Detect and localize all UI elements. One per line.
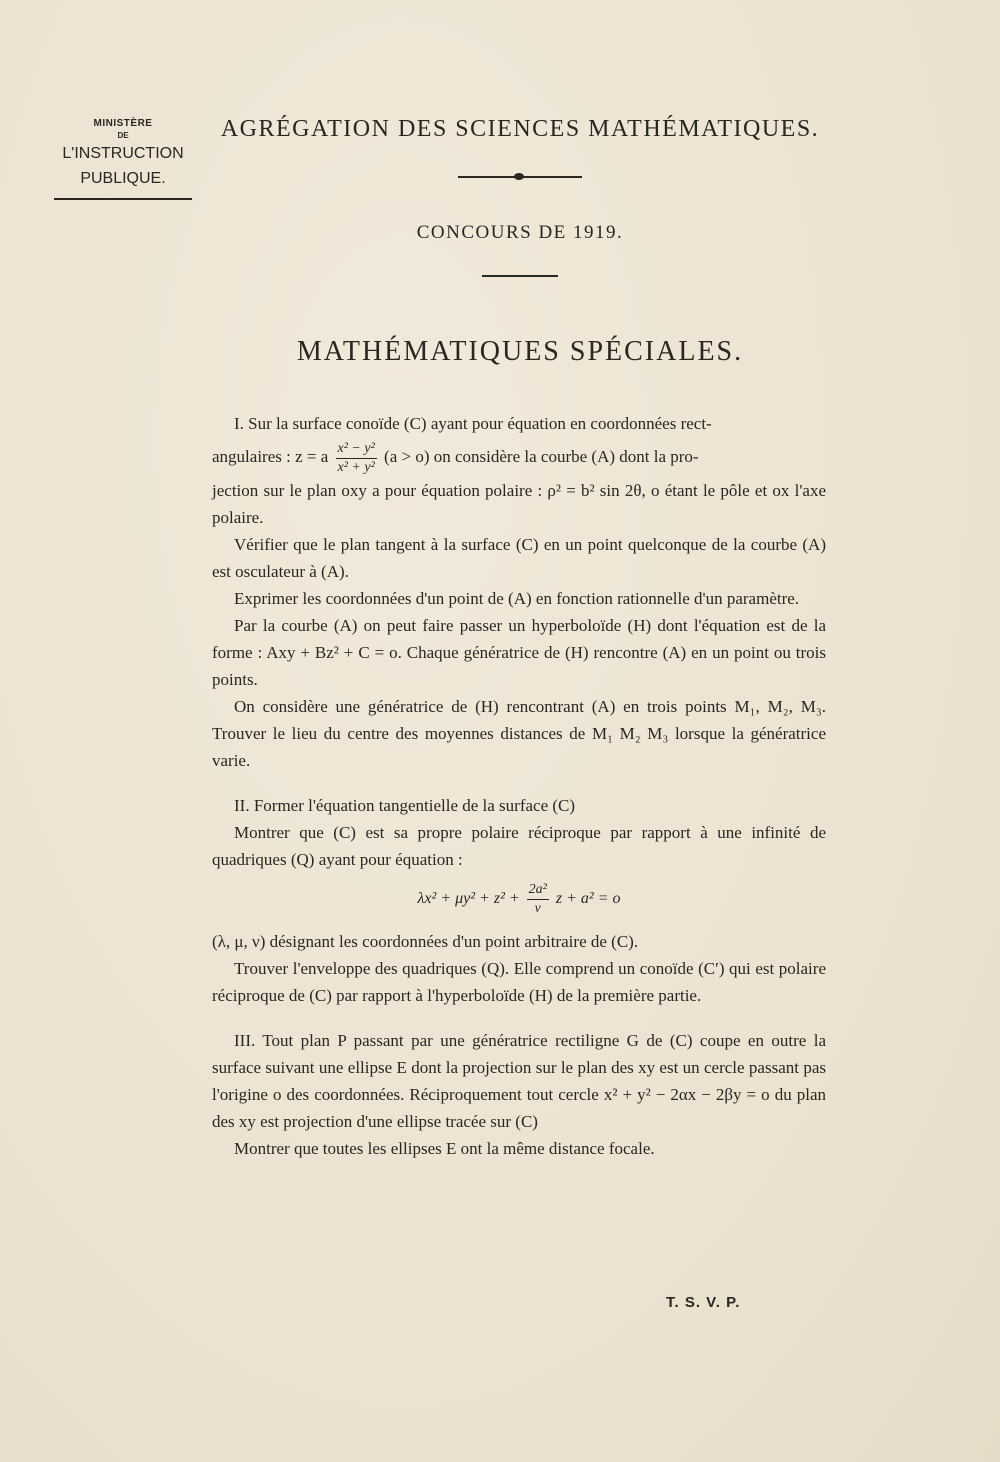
- ministry-rule: [54, 198, 192, 200]
- equation-suffix: z + a² = o: [555, 890, 621, 908]
- subject-title: MATHÉMATIQUES SPÉCIALES.: [296, 336, 744, 367]
- part1-line-a: I. Sur la surface conoïde (C) ayant pour équation en coordonnées rect-: [234, 414, 712, 433]
- fraction-numerator: x² − y²: [336, 440, 377, 459]
- equation-fraction: [527, 881, 549, 918]
- part3-para-2: Montrer que toutes les ellipses E ont la même distance focale.: [234, 1139, 655, 1158]
- part3-para-1: III. Tout plan P passant par une génératrice rectiligne G de (C) coupe en outre la surface suivant une ellipse E dont la projection sur le plan des xy est un cercle passant pas l'origine o des coordonnées. Réciproquement tout cercle x² + y² − 2αx − 2βy = o du plan des xy est projection d'une ellipse tracée sur (C): [212, 1031, 826, 1131]
- part2-para-2: Montrer que (C) est sa propre polaire réciproque par rapport à une infinité de quadriques (Q) ayant pour équation :: [212, 823, 826, 869]
- ministry-block: [48, 118, 198, 200]
- part2-para-3: (λ, μ, ν) désignant les coordonnées d'un point arbitraire de (C).: [212, 932, 639, 951]
- fraction-denominator: x² + y²: [337, 459, 375, 475]
- part2-para-4: Trouver l'enveloppe des quadriques (Q). Elle comprend un conoïde (C′) qui est polaire réciproque de (C) par rapport à l'hyperboloïde (H) de la première partie.: [212, 959, 826, 1005]
- turn-page-note: T. S. V. P.: [666, 1294, 741, 1311]
- part1-para-2: Vérifier que le plan tangent à la surface (C) en un point quelconque de la courbe (A) est osculateur à (A).: [212, 535, 826, 581]
- concours-year: CONCOURS DE 1919.: [416, 222, 624, 243]
- equation-prefix: λx² + μy² + z² +: [417, 890, 520, 908]
- part1-eq-suffix: (a > o) on considère la courbe (A) dont la pro-: [384, 447, 699, 466]
- ministry-line-4: PUBLIQUE.: [80, 170, 166, 187]
- part2-para-1: II. Former l'équation tangentielle de la surface (C): [234, 796, 576, 815]
- part1-line-c: jection sur le plan oxy a pour équation polaire : ρ² = b² sin 2θ, o étant le pôle et ox l'axe polaire.: [212, 481, 826, 527]
- equation-denominator: ν: [534, 901, 541, 916]
- part1-para-3: Exprimer les coordonnées d'un point de (A) en fonction rationnelle d'un paramètre.: [234, 589, 800, 608]
- short-rule: [482, 275, 558, 277]
- part1-equation-line: [212, 437, 826, 477]
- equation-numerator: 2a²: [527, 881, 549, 900]
- ministry-line-3: L'INSTRUCTION: [62, 145, 184, 162]
- part1-para-5: On considère une génératrice de (H) rencontrant (A) en trois points M₁, M₂, M₃. Trouver le lieu du centre des moyennes distances de M₁ M₂ M₃ lorsque la génératrice varie.: [212, 697, 826, 770]
- ministry-line-1: MINISTÈRE: [93, 118, 153, 129]
- part1-eq-prefix: angulaires : z = a: [212, 447, 329, 466]
- ornamental-rule: [458, 176, 582, 178]
- ministry-line-2: DE: [117, 131, 129, 140]
- exam-body: [212, 410, 826, 1162]
- quadric-equation: [212, 881, 826, 918]
- exam-title: AGRÉGATION DES SCIENCES MATHÉMATIQUES.: [220, 116, 820, 142]
- ornament-dot: [514, 173, 524, 180]
- conoid-fraction: [336, 440, 377, 477]
- part1-para-4: Par la courbe (A) on peut faire passer un hyperboloïde (H) dont l'équation est de la forme : Axy + Bz² + C = o. Chaque génératrice de (H) rencontre (A) en un point ou trois points.: [212, 616, 826, 689]
